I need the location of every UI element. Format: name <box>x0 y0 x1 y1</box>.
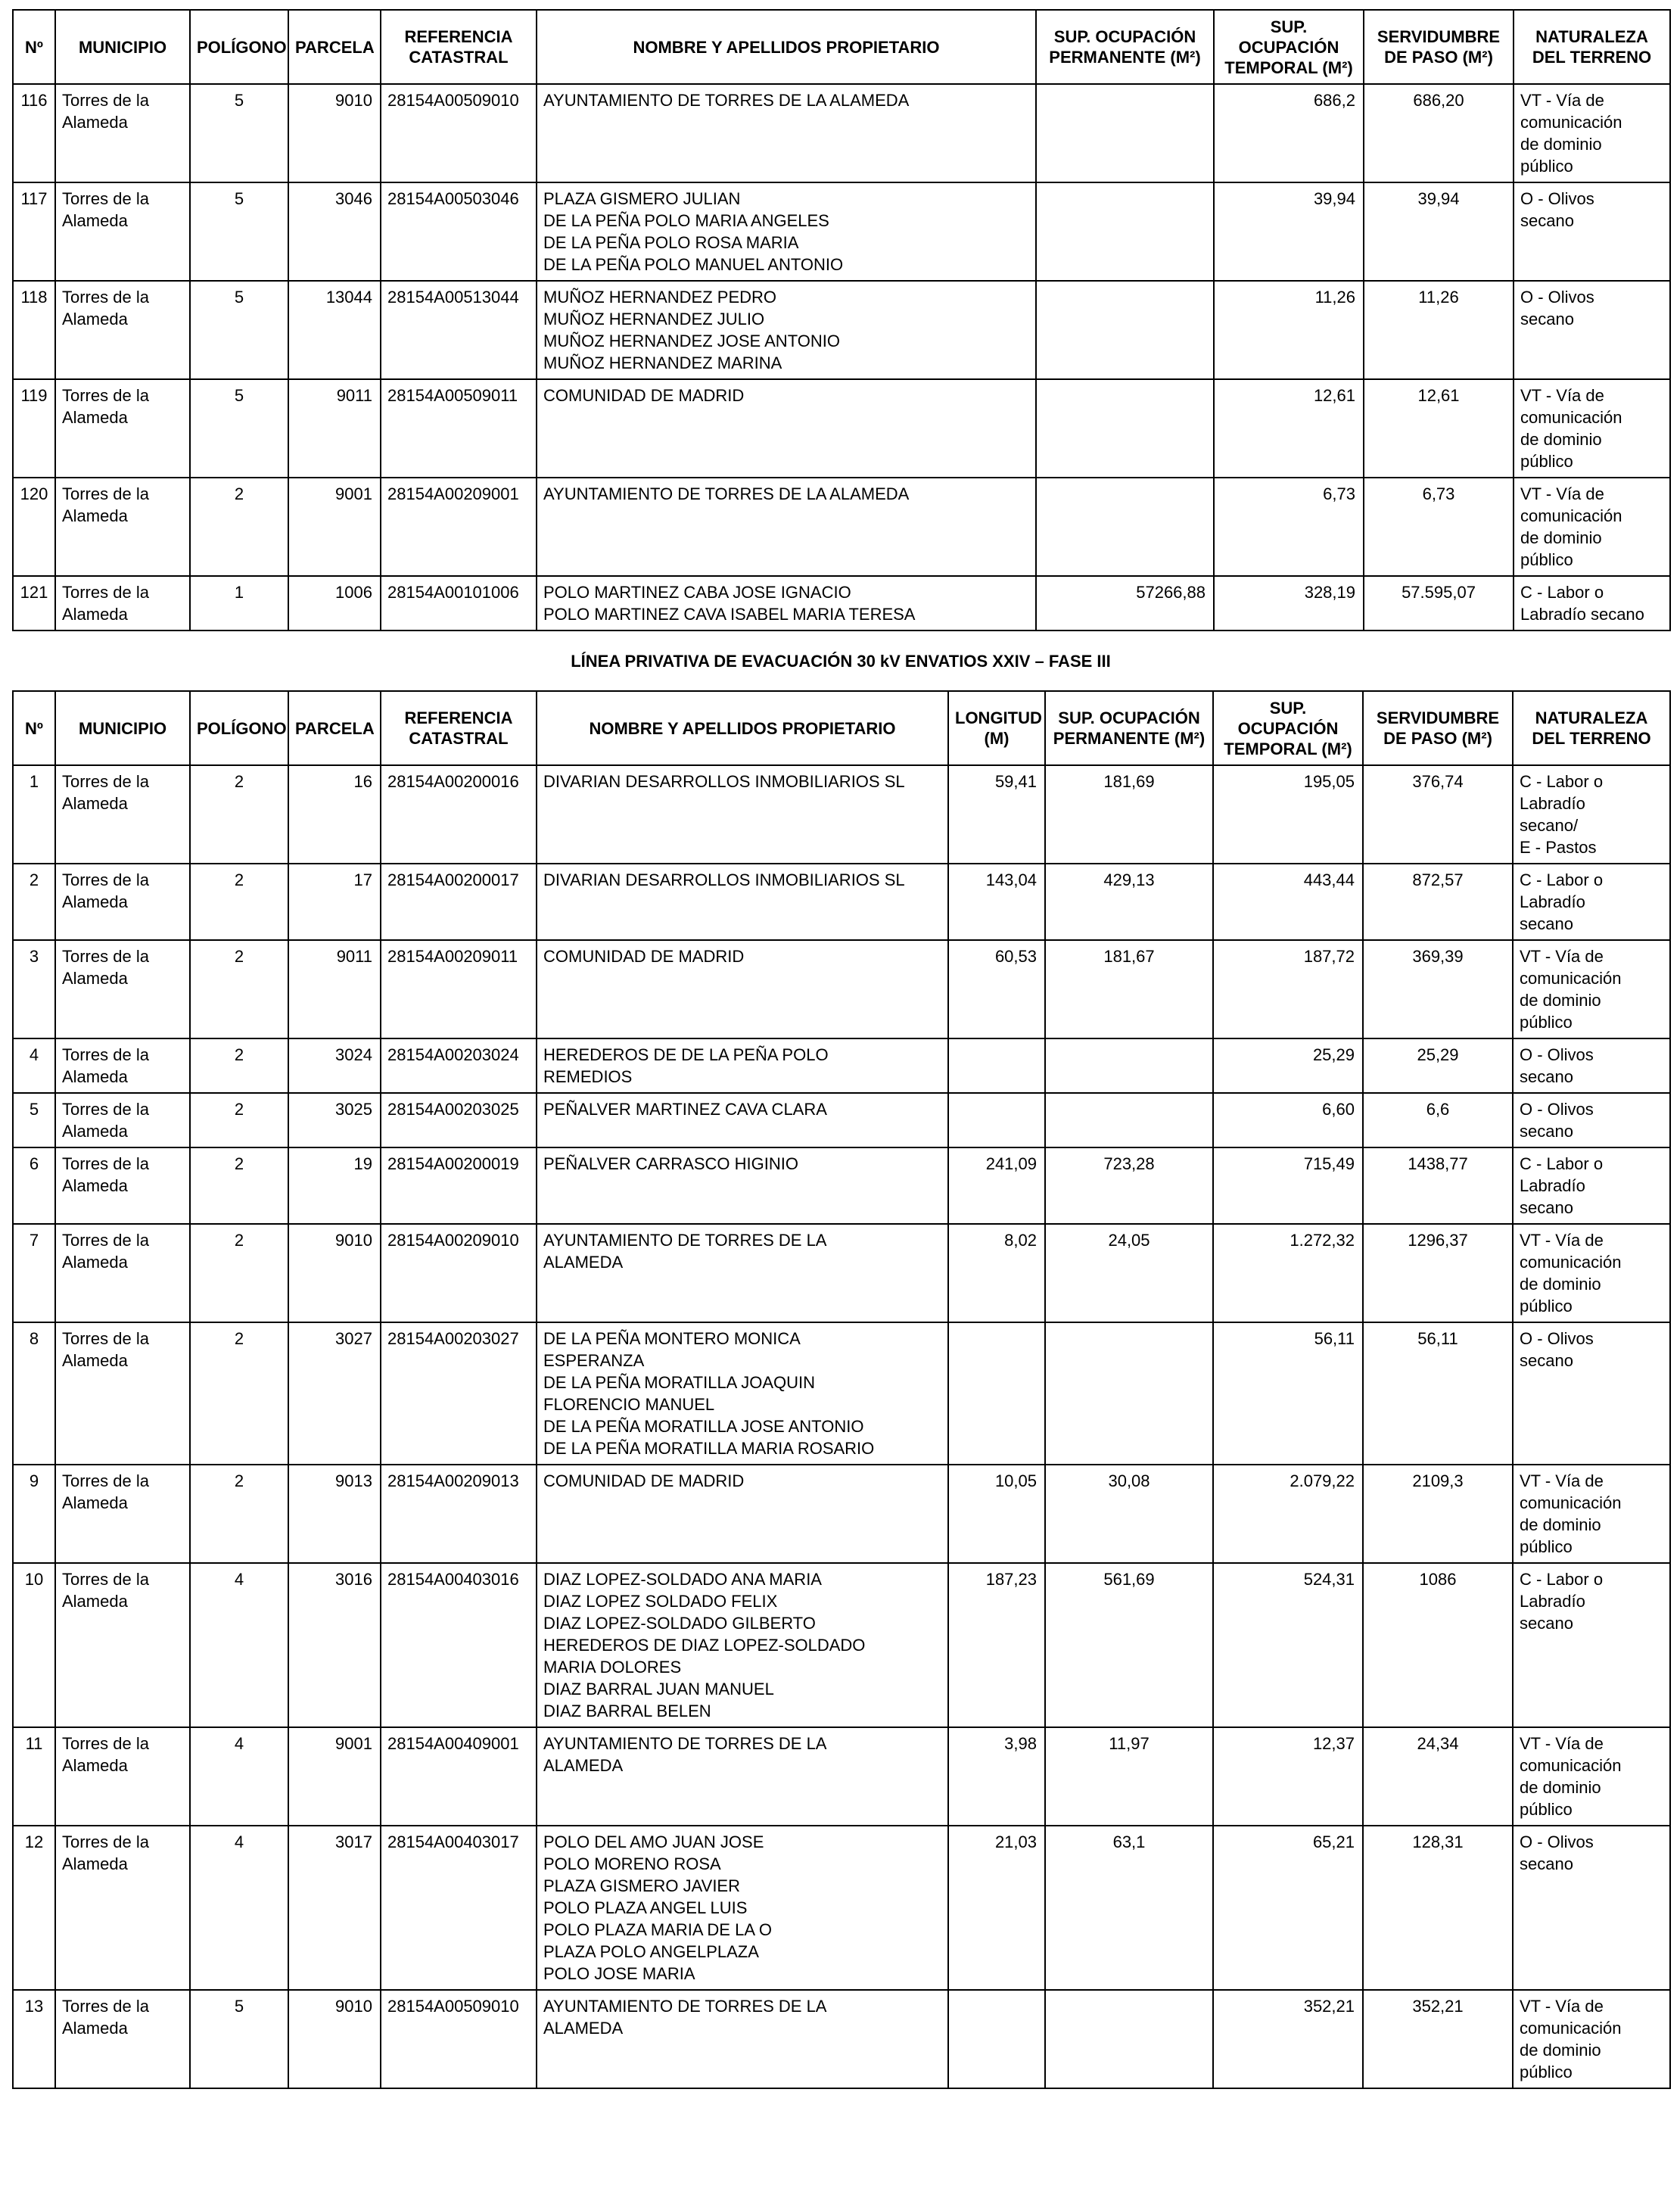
cell-municipality: Torres de la Alameda <box>55 281 190 379</box>
cell-cadastral-ref: 28154A00203025 <box>381 1093 537 1147</box>
cell-owner: PEÑALVER CARRASCO HIGINIO <box>537 1147 948 1224</box>
cell-number: 1 <box>13 765 55 864</box>
cell-polygon: 2 <box>190 1224 288 1322</box>
cell-cadastral-ref: 28154A00200019 <box>381 1147 537 1224</box>
cell-permanent-occupation: 181,67 <box>1045 940 1213 1038</box>
cell-length: 241,09 <box>948 1147 1045 1224</box>
table-row <box>13 1147 1670 1224</box>
cell-easement: 2109,3 <box>1363 1465 1513 1563</box>
cell-number: 2 <box>13 864 55 940</box>
cell-owner: DE LA PEÑA MONTERO MONICA ESPERANZA DE LA PEÑA MORATILLA JOAQUIN FLORENCIO MANUEL DE LA PEÑA MORATILLA JOSE ANTONIO DE LA PEÑA MORATILLA MARIA ROSARIO <box>537 1322 948 1465</box>
col-header-parcel: PARCELA <box>288 10 381 84</box>
col-header-land-type: NATURALEZA DEL TERRENO <box>1514 10 1670 84</box>
cell-temporary-occupation: 686,2 <box>1214 84 1364 182</box>
cell-cadastral-ref: 28154A00409001 <box>381 1727 537 1826</box>
cell-land-type: VT - Vía de comunicación de dominio público <box>1514 379 1670 478</box>
cell-temporary-occupation: 352,21 <box>1213 1990 1363 2088</box>
cell-owner: PLAZA GISMERO JULIAN DE LA PEÑA POLO MARIA ANGELES DE LA PEÑA POLO ROSA MARIA DE LA PEÑA POLO MANUEL ANTONIO <box>537 182 1036 281</box>
cell-cadastral-ref: 28154A00203027 <box>381 1322 537 1465</box>
cell-temporary-occupation: 12,61 <box>1214 379 1364 478</box>
cell-municipality: Torres de la Alameda <box>55 940 190 1038</box>
cell-temporary-occupation: 1.272,32 <box>1213 1224 1363 1322</box>
cell-municipality: Torres de la Alameda <box>55 576 190 631</box>
cell-easement: 1438,77 <box>1363 1147 1513 1224</box>
table-row <box>13 1826 1670 1990</box>
col-header-number: Nº <box>13 10 55 84</box>
cell-easement: 25,29 <box>1363 1038 1513 1093</box>
cell-parcel: 9010 <box>288 1224 381 1322</box>
cell-land-type: C - Labor o Labradío secano <box>1513 864 1670 940</box>
cell-easement: 376,74 <box>1363 765 1513 864</box>
cell-owner: AYUNTAMIENTO DE TORRES DE LA ALAMEDA <box>537 1990 948 2088</box>
cell-polygon: 2 <box>190 940 288 1038</box>
table-row <box>13 864 1670 940</box>
table-row <box>13 281 1670 379</box>
cell-temporary-occupation: 25,29 <box>1213 1038 1363 1093</box>
cell-length <box>948 1038 1045 1093</box>
cell-permanent-occupation: 57266,88 <box>1036 576 1214 631</box>
cell-easement: 369,39 <box>1363 940 1513 1038</box>
cell-municipality: Torres de la Alameda <box>55 1322 190 1465</box>
cell-owner: DIVARIAN DESARROLLOS INMOBILIARIOS SL <box>537 864 948 940</box>
col-header-polygon: POLÍGONO <box>190 10 288 84</box>
cell-cadastral-ref: 28154A00101006 <box>381 576 537 631</box>
cell-number: 3 <box>13 940 55 1038</box>
col-header-permanent-occupation: SUP. OCUPACIÓN PERMANENTE (M²) <box>1045 691 1213 765</box>
col-header-easement: SERVIDUMBRE DE PASO (M²) <box>1364 10 1514 84</box>
cell-owner: POLO MARTINEZ CABA JOSE IGNACIO POLO MARTINEZ CAVA ISABEL MARIA TERESA <box>537 576 1036 631</box>
col-header-municipality: MUNICIPIO <box>55 10 190 84</box>
cell-number: 121 <box>13 576 55 631</box>
cell-easement: 6,73 <box>1364 478 1514 576</box>
cell-owner: DIVARIAN DESARROLLOS INMOBILIARIOS SL <box>537 765 948 864</box>
cell-municipality: Torres de la Alameda <box>55 1990 190 2088</box>
table-row <box>13 1465 1670 1563</box>
cell-number: 11 <box>13 1727 55 1826</box>
cell-owner: PEÑALVER MARTINEZ CAVA CLARA <box>537 1093 948 1147</box>
cell-parcel: 1006 <box>288 576 381 631</box>
cell-land-type: C - Labor o Labradío secano <box>1513 1563 1670 1727</box>
cell-easement: 6,6 <box>1363 1093 1513 1147</box>
cell-cadastral-ref: 28154A00200016 <box>381 765 537 864</box>
cell-municipality: Torres de la Alameda <box>55 864 190 940</box>
table-row <box>13 478 1670 576</box>
cell-parcel: 9010 <box>288 1990 381 2088</box>
cell-temporary-occupation: 6,60 <box>1213 1093 1363 1147</box>
cell-length: 21,03 <box>948 1826 1045 1990</box>
table-row <box>13 1093 1670 1147</box>
cell-cadastral-ref: 28154A00200017 <box>381 864 537 940</box>
cell-easement: 24,34 <box>1363 1727 1513 1826</box>
cell-cadastral-ref: 28154A00403016 <box>381 1563 537 1727</box>
cell-polygon: 2 <box>190 1465 288 1563</box>
cell-polygon: 2 <box>190 1038 288 1093</box>
cell-easement: 39,94 <box>1364 182 1514 281</box>
cell-temporary-occupation: 65,21 <box>1213 1826 1363 1990</box>
cell-land-type: C - Labor o Labradío secano <box>1514 576 1670 631</box>
cell-land-type: VT - Vía de comunicación de dominio público <box>1513 1224 1670 1322</box>
cell-land-type: O - Olivos secano <box>1514 182 1670 281</box>
cell-land-type: VT - Vía de comunicación de dominio público <box>1513 1727 1670 1826</box>
cell-owner: MUÑOZ HERNANDEZ PEDRO MUÑOZ HERNANDEZ JULIO MUÑOZ HERNANDEZ JOSE ANTONIO MUÑOZ HERNANDEZ MARINA <box>537 281 1036 379</box>
cell-polygon: 2 <box>190 1322 288 1465</box>
col-header-number: Nº <box>13 691 55 765</box>
cell-land-type: VT - Vía de comunicación de dominio público <box>1513 1465 1670 1563</box>
col-header-owner: NOMBRE Y APELLIDOS PROPIETARIO <box>537 691 948 765</box>
cell-easement: 57.595,07 <box>1364 576 1514 631</box>
cell-number: 4 <box>13 1038 55 1093</box>
cell-cadastral-ref: 28154A00503046 <box>381 182 537 281</box>
cell-parcel: 19 <box>288 1147 381 1224</box>
cell-permanent-occupation: 63,1 <box>1045 1826 1213 1990</box>
cell-permanent-occupation <box>1036 182 1214 281</box>
cell-permanent-occupation <box>1036 84 1214 182</box>
col-header-permanent-occupation: SUP. OCUPACIÓN PERMANENTE (M²) <box>1036 10 1214 84</box>
col-header-polygon: POLÍGONO <box>190 691 288 765</box>
cell-length <box>948 1990 1045 2088</box>
col-header-easement: SERVIDUMBRE DE PASO (M²) <box>1363 691 1513 765</box>
table-row <box>13 1224 1670 1322</box>
table-row <box>13 940 1670 1038</box>
cell-number: 5 <box>13 1093 55 1147</box>
cell-permanent-occupation: 181,69 <box>1045 765 1213 864</box>
affected-parcels-table-1 <box>12 9 1671 631</box>
cell-polygon: 4 <box>190 1563 288 1727</box>
cell-parcel: 3025 <box>288 1093 381 1147</box>
cell-parcel: 3016 <box>288 1563 381 1727</box>
affected-parcels-table-2 <box>12 690 1671 2089</box>
cell-temporary-occupation: 328,19 <box>1214 576 1364 631</box>
col-header-temporary-occupation: SUP. OCUPACIÓN TEMPORAL (M²) <box>1214 10 1364 84</box>
cell-parcel: 9013 <box>288 1465 381 1563</box>
table-row <box>13 576 1670 631</box>
cell-municipality: Torres de la Alameda <box>55 1826 190 1990</box>
table-row <box>13 1038 1670 1093</box>
cell-permanent-occupation: 11,97 <box>1045 1727 1213 1826</box>
cell-permanent-occupation: 30,08 <box>1045 1465 1213 1563</box>
cell-owner: HEREDEROS DE DE LA PEÑA POLO REMEDIOS <box>537 1038 948 1093</box>
cell-municipality: Torres de la Alameda <box>55 1224 190 1322</box>
col-header-cadastral-ref: REFERENCIA CATASTRAL <box>381 10 537 84</box>
cell-polygon: 5 <box>190 379 288 478</box>
cell-polygon: 2 <box>190 478 288 576</box>
table-row <box>13 379 1670 478</box>
table-row <box>13 1322 1670 1465</box>
cell-number: 12 <box>13 1826 55 1990</box>
cell-municipality: Torres de la Alameda <box>55 478 190 576</box>
cell-length: 60,53 <box>948 940 1045 1038</box>
cell-temporary-occupation: 524,31 <box>1213 1563 1363 1727</box>
cell-cadastral-ref: 28154A00509011 <box>381 379 537 478</box>
cell-temporary-occupation: 56,11 <box>1213 1322 1363 1465</box>
cell-owner: AYUNTAMIENTO DE TORRES DE LA ALAMEDA <box>537 1224 948 1322</box>
cell-parcel: 3017 <box>288 1826 381 1990</box>
cell-polygon: 2 <box>190 1147 288 1224</box>
cell-length: 143,04 <box>948 864 1045 940</box>
cell-permanent-occupation <box>1045 1322 1213 1465</box>
cell-temporary-occupation: 39,94 <box>1214 182 1364 281</box>
cell-permanent-occupation: 723,28 <box>1045 1147 1213 1224</box>
cell-parcel: 9001 <box>288 478 381 576</box>
cell-number: 116 <box>13 84 55 182</box>
cell-easement: 128,31 <box>1363 1826 1513 1990</box>
cell-temporary-occupation: 715,49 <box>1213 1147 1363 1224</box>
cell-owner: DIAZ LOPEZ-SOLDADO ANA MARIA DIAZ LOPEZ SOLDADO FELIX DIAZ LOPEZ-SOLDADO GILBERTO HEREDEROS DE DIAZ LOPEZ-SOLDADO MARIA DOLORES DIAZ BARRAL JUAN MANUEL DIAZ BARRAL BELEN <box>537 1563 948 1727</box>
cell-parcel: 13044 <box>288 281 381 379</box>
col-header-temporary-occupation: SUP. OCUPACIÓN TEMPORAL (M²) <box>1213 691 1363 765</box>
cell-parcel: 3027 <box>288 1322 381 1465</box>
cell-parcel: 3046 <box>288 182 381 281</box>
cell-permanent-occupation: 429,13 <box>1045 864 1213 940</box>
cell-polygon: 4 <box>190 1727 288 1826</box>
cell-temporary-occupation: 187,72 <box>1213 940 1363 1038</box>
cell-temporary-occupation: 2.079,22 <box>1213 1465 1363 1563</box>
cell-cadastral-ref: 28154A00403017 <box>381 1826 537 1990</box>
table-header-row <box>13 10 1670 84</box>
cell-land-type: VT - Vía de comunicación de dominio público <box>1513 1990 1670 2088</box>
cell-parcel: 3024 <box>288 1038 381 1093</box>
cell-owner: COMUNIDAD DE MADRID <box>537 379 1036 478</box>
cell-cadastral-ref: 28154A00513044 <box>381 281 537 379</box>
cell-owner: AYUNTAMIENTO DE TORRES DE LA ALAMEDA <box>537 478 1036 576</box>
cell-length: 3,98 <box>948 1727 1045 1826</box>
cell-easement: 1086 <box>1363 1563 1513 1727</box>
cell-municipality: Torres de la Alameda <box>55 1465 190 1563</box>
cell-length <box>948 1322 1045 1465</box>
cell-land-type: C - Labor o Labradío secano <box>1513 1147 1670 1224</box>
cell-permanent-occupation <box>1045 1038 1213 1093</box>
cell-number: 10 <box>13 1563 55 1727</box>
cell-cadastral-ref: 28154A00209001 <box>381 478 537 576</box>
cell-municipality: Torres de la Alameda <box>55 1038 190 1093</box>
cell-parcel: 17 <box>288 864 381 940</box>
cell-easement: 872,57 <box>1363 864 1513 940</box>
cell-number: 13 <box>13 1990 55 2088</box>
cell-cadastral-ref: 28154A00509010 <box>381 84 537 182</box>
cell-parcel: 9001 <box>288 1727 381 1826</box>
cell-permanent-occupation <box>1036 478 1214 576</box>
cell-owner: COMUNIDAD DE MADRID <box>537 940 948 1038</box>
cell-easement: 686,20 <box>1364 84 1514 182</box>
col-header-land-type: NATURALEZA DEL TERRENO <box>1513 691 1670 765</box>
cell-easement: 1296,37 <box>1363 1224 1513 1322</box>
cell-number: 120 <box>13 478 55 576</box>
cell-length <box>948 1093 1045 1147</box>
cell-permanent-occupation <box>1045 1093 1213 1147</box>
section-title: LÍNEA PRIVATIVA DE EVACUACIÓN 30 kV ENVATIOS XXIV – FASE III <box>571 652 1111 671</box>
cell-cadastral-ref: 28154A00203024 <box>381 1038 537 1093</box>
cell-municipality: Torres de la Alameda <box>55 84 190 182</box>
cell-municipality: Torres de la Alameda <box>55 1093 190 1147</box>
cell-municipality: Torres de la Alameda <box>55 1563 190 1727</box>
cell-permanent-occupation: 561,69 <box>1045 1563 1213 1727</box>
cell-temporary-occupation: 195,05 <box>1213 765 1363 864</box>
cell-number: 117 <box>13 182 55 281</box>
cell-land-type: C - Labor o Labradío secano/ E - Pastos <box>1513 765 1670 864</box>
table-header-row <box>13 691 1670 765</box>
cell-land-type: O - Olivos secano <box>1513 1038 1670 1093</box>
cell-land-type: VT - Vía de comunicación de dominio público <box>1513 940 1670 1038</box>
cell-temporary-occupation: 6,73 <box>1214 478 1364 576</box>
cell-permanent-occupation: 24,05 <box>1045 1224 1213 1322</box>
cell-land-type: VT - Vía de comunicación de dominio público <box>1514 478 1670 576</box>
cell-municipality: Torres de la Alameda <box>55 1147 190 1224</box>
cell-polygon: 5 <box>190 1990 288 2088</box>
cell-easement: 352,21 <box>1363 1990 1513 2088</box>
cell-polygon: 5 <box>190 84 288 182</box>
cell-cadastral-ref: 28154A00209010 <box>381 1224 537 1322</box>
cell-parcel: 9011 <box>288 940 381 1038</box>
cell-parcel: 16 <box>288 765 381 864</box>
cell-number: 9 <box>13 1465 55 1563</box>
cell-owner: AYUNTAMIENTO DE TORRES DE LA ALAMEDA <box>537 1727 948 1826</box>
cell-permanent-occupation <box>1036 379 1214 478</box>
cell-parcel: 9010 <box>288 84 381 182</box>
cell-parcel: 9011 <box>288 379 381 478</box>
cell-easement: 12,61 <box>1364 379 1514 478</box>
cell-polygon: 5 <box>190 281 288 379</box>
cell-land-type: VT - Vía de comunicación de dominio público <box>1514 84 1670 182</box>
cell-municipality: Torres de la Alameda <box>55 1727 190 1826</box>
cell-owner: AYUNTAMIENTO DE TORRES DE LA ALAMEDA <box>537 84 1036 182</box>
table-row <box>13 182 1670 281</box>
cell-cadastral-ref: 28154A00209011 <box>381 940 537 1038</box>
cell-land-type: O - Olivos secano <box>1513 1093 1670 1147</box>
table-row <box>13 1990 1670 2088</box>
cell-land-type: O - Olivos secano <box>1513 1826 1670 1990</box>
cell-easement: 56,11 <box>1363 1322 1513 1465</box>
cell-polygon: 2 <box>190 765 288 864</box>
col-header-cadastral-ref: REFERENCIA CATASTRAL <box>381 691 537 765</box>
cell-length: 8,02 <box>948 1224 1045 1322</box>
cell-length: 59,41 <box>948 765 1045 864</box>
table-row <box>13 765 1670 864</box>
cell-land-type: O - Olivos secano <box>1513 1322 1670 1465</box>
cell-temporary-occupation: 11,26 <box>1214 281 1364 379</box>
cell-polygon: 2 <box>190 864 288 940</box>
cell-number: 119 <box>13 379 55 478</box>
cell-polygon: 1 <box>190 576 288 631</box>
cell-cadastral-ref: 28154A00209013 <box>381 1465 537 1563</box>
cell-length: 10,05 <box>948 1465 1045 1563</box>
cell-permanent-occupation <box>1036 281 1214 379</box>
cell-number: 8 <box>13 1322 55 1465</box>
cell-number: 118 <box>13 281 55 379</box>
cell-owner: POLO DEL AMO JUAN JOSE POLO MORENO ROSA PLAZA GISMERO JAVIER POLO PLAZA ANGEL LUIS POLO PLAZA MARIA DE LA O PLAZA POLO ANGELPLAZA POLO JOSE MARIA <box>537 1826 948 1990</box>
cell-cadastral-ref: 28154A00509010 <box>381 1990 537 2088</box>
cell-temporary-occupation: 443,44 <box>1213 864 1363 940</box>
cell-municipality: Torres de la Alameda <box>55 765 190 864</box>
col-header-length: LONGITUD (M) <box>948 691 1045 765</box>
cell-length: 187,23 <box>948 1563 1045 1727</box>
cell-land-type: O - Olivos secano <box>1514 281 1670 379</box>
cell-polygon: 2 <box>190 1093 288 1147</box>
table-row <box>13 1727 1670 1826</box>
col-header-parcel: PARCELA <box>288 691 381 765</box>
cell-easement: 11,26 <box>1364 281 1514 379</box>
cell-number: 7 <box>13 1224 55 1322</box>
cell-temporary-occupation: 12,37 <box>1213 1727 1363 1826</box>
col-header-municipality: MUNICIPIO <box>55 691 190 765</box>
table-row <box>13 1563 1670 1727</box>
cell-municipality: Torres de la Alameda <box>55 182 190 281</box>
cell-owner: COMUNIDAD DE MADRID <box>537 1465 948 1563</box>
cell-polygon: 4 <box>190 1826 288 1990</box>
cell-polygon: 5 <box>190 182 288 281</box>
cell-number: 6 <box>13 1147 55 1224</box>
table-row <box>13 84 1670 182</box>
cell-municipality: Torres de la Alameda <box>55 379 190 478</box>
col-header-owner: NOMBRE Y APELLIDOS PROPIETARIO <box>537 10 1036 84</box>
cell-permanent-occupation <box>1045 1990 1213 2088</box>
